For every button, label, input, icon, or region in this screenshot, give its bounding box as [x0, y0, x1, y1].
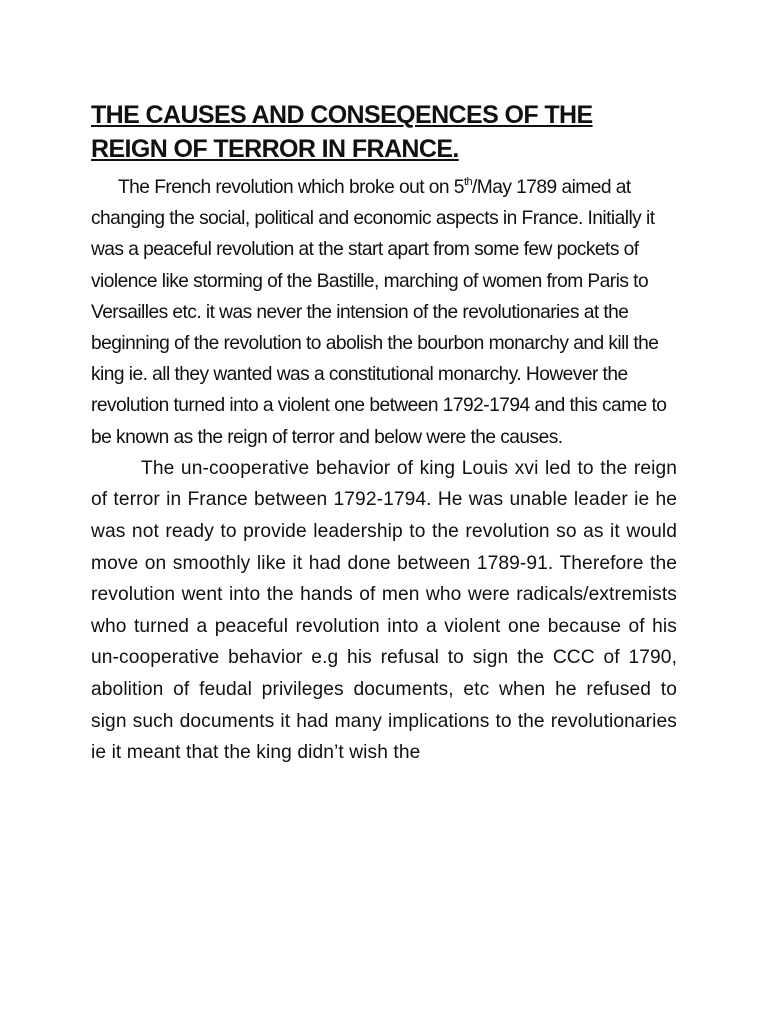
document-title [91, 98, 677, 166]
title-line-1: THE CAUSES AND CONSEQENCES OF THE [91, 101, 593, 129]
intro-text-start: The French revolution which broke out on 5 [118, 177, 464, 198]
title-line-2: REIGN OF TERROR IN FRANCE. [91, 135, 459, 163]
intro-paragraph [91, 172, 677, 453]
body-paragraph: The un-cooperative behavior of king Louis xvi led to the reign of terror in France between 1792-1794. He was unable leader ie he was not ready to provide leadership to the revolution so as it would move on smoothly like it had done between 1789-91. Therefore the revolution went into the hands of men who were radicals/extremists who turned a peaceful revolution into a violent one because of his un-cooperative behavior e.g his refusal to sign the CCC of 1790, abolition of feudal privileges documents, etc when he refused to sign such documents it had many implications to the revolutionaries ie it meant that the king didn’t wish the [91, 457, 677, 764]
document-page [91, 98, 677, 769]
date-superscript: th [463, 176, 473, 188]
intro-text-rest: /May 1789 aimed at changing the social, political and economic aspects in France. Initially it was a peaceful revolution at the start apart from some few pockets of violence like storming of the Bastille, marching of women from Paris to Versailles etc. it was never the intension of the revolutionaries at the beginning of the revolution to abolish the bourbon monarchy and kill the king ie. all they wanted was a constitutional monarchy. However the revolution turned into a violent one between 1792-1794 and this came to be known as the reign of terror and below were the causes. [91, 177, 667, 448]
